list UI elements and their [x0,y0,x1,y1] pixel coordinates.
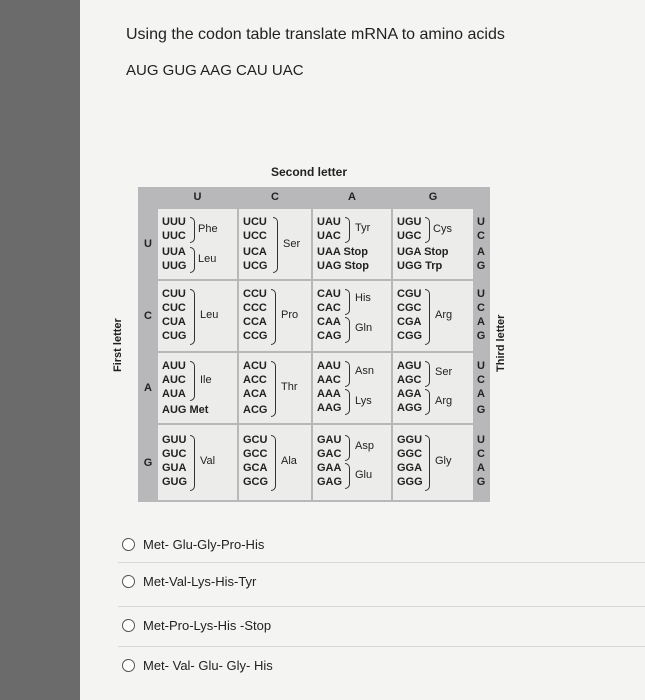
cell-ua [313,209,391,279]
row-header-a: A [144,382,152,394]
row-header-c: C [144,310,152,322]
option-label: Met- Val- Glu- Gly- His [143,657,273,673]
brace-icon [425,389,430,415]
codon: GGU [397,434,423,446]
brace-icon [345,463,350,489]
codon: AUA [162,388,186,400]
third-letter: A [477,462,485,474]
brace-icon [190,217,195,243]
amino-acid: Gln [355,322,373,334]
codon: GGG [397,476,423,488]
codon: UAG Stop [317,260,369,272]
brace-icon [425,435,430,491]
codon: AUC [162,374,186,386]
cell-ga [313,425,391,500]
amino-acid: Thr [281,381,298,393]
codon: GUU [162,434,187,446]
brace-icon [190,247,195,273]
cell-aa [313,353,391,423]
codon-table [138,187,490,502]
codon: UAA Stop [317,246,368,258]
codon: GCC [243,448,268,460]
cell-gu [158,425,237,500]
column-header-g: G [428,191,438,203]
row-header-g: G [143,456,153,469]
radio-button[interactable] [122,659,135,672]
codon: AGG [397,402,423,414]
third-letter: C [477,230,485,242]
codon: UCA [243,246,267,258]
amino-acid: Leu [198,253,217,265]
codon: UAC [317,230,341,242]
codon: CUA [162,316,186,328]
codon: CCU [243,288,267,300]
codon: UAU [317,216,341,228]
codon: GUA [162,462,187,474]
codon: UGU [397,216,422,228]
amino-acid: Ser [435,366,453,378]
cell-ca [313,281,391,351]
third-letter: U [477,360,485,372]
codon: CAU [317,288,341,300]
amino-acid: Ala [281,455,297,467]
codon: ACA [243,388,267,400]
amino-acid: Arg [435,395,453,407]
codon: UUC [162,230,186,242]
answer-option-3[interactable] [118,606,645,643]
codon: CGA [397,316,422,328]
third-letter: G [476,330,486,342]
cell-ag [393,353,473,423]
column-header-u: U [193,191,202,203]
amino-acid: Pro [281,309,299,321]
codon: AAC [317,374,341,386]
brace-icon [271,361,276,417]
column-header-a: A [348,191,356,203]
amino-acid: Leu [200,309,219,321]
brace-icon [273,217,278,273]
codon: ACG [243,404,268,416]
amino-acid: Val [200,455,216,467]
codon: GCA [243,462,268,474]
brace-icon [345,361,350,387]
codon: UUA [162,246,186,258]
amino-acid: Phe [198,223,218,235]
codon: AAA [317,388,341,400]
codon: CCG [243,330,268,342]
amino-acid: Asp [355,440,374,452]
codon: AGC [397,374,422,386]
codon: UCC [243,230,267,242]
codon: UUU [162,216,186,228]
codon: GAA [317,462,342,474]
answer-option-2[interactable] [118,562,645,599]
brace-icon [345,217,350,243]
cell-gg [393,425,473,500]
cell-uu [158,209,237,279]
codon: UUG [162,260,187,272]
third-letter: A [477,246,485,258]
codon: AGU [397,360,422,372]
codon: CAC [317,302,341,314]
amino-acid: Cys [433,223,452,235]
codon: CCC [243,302,267,314]
second-letter-label: Second letter [271,165,348,179]
brace-icon [271,289,276,345]
amino-acid: Arg [435,309,453,321]
cell-gc [239,425,311,500]
brace-icon [345,289,350,315]
codon: GAU [317,434,342,446]
third-letter: G [476,260,486,272]
codon: GUC [162,448,187,460]
brace-icon [345,389,350,415]
amino-acid: His [355,292,371,304]
codon: GAG [317,476,343,488]
third-letter: C [477,374,485,386]
codon: GCG [243,476,269,488]
codon: ACC [243,374,267,386]
codon: CUC [162,302,186,314]
third-letter: C [477,302,485,314]
amino-acid: Asn [355,365,374,377]
brace-icon [425,217,430,243]
amino-acid: Ile [200,374,212,386]
mrna-sequence: AUG GUG AAG CAU UAC [126,62,304,79]
codon: ACU [243,360,267,372]
brace-icon [345,435,350,461]
brace-icon [190,361,195,401]
codon: AAU [317,360,341,372]
third-letter: A [477,388,485,400]
option-label: Met-Val-Lys-His-Tyr [143,573,257,589]
brace-icon [190,289,195,345]
radio-button[interactable] [122,619,135,632]
answer-option-4[interactable] [118,646,645,683]
first-letter-label: First letter [112,318,124,372]
amino-acid: Gly [435,455,452,467]
column-header-c: C [271,191,279,203]
radio-button[interactable] [122,575,135,588]
codon: UGA Stop [397,246,449,258]
cell-ac [239,353,311,423]
brace-icon [271,435,276,491]
codon: CUU [162,288,186,300]
third-letter: U [477,434,485,446]
codon: AGA [397,388,422,400]
codon: UGG Trp [397,260,443,272]
cell-ug [393,209,473,279]
amino-acid: Tyr [355,222,371,234]
amino-acid: Lys [355,395,372,407]
codon: CAG [317,330,342,342]
codon: UCG [243,260,268,272]
codon: CUG [162,330,187,342]
codon: AUG Met [162,404,209,416]
codon: CGU [397,288,422,300]
amino-acid: Ser [283,238,301,250]
third-letter: U [477,288,485,300]
cell-uc [239,209,311,279]
codon: GUG [162,476,188,488]
codon: GAC [317,448,342,460]
cell-cu [158,281,237,351]
third-letter: G [476,404,486,416]
codon: UCU [243,216,267,228]
cell-au [158,353,237,423]
brace-icon [190,435,195,491]
codon: GCU [243,434,268,446]
question-text: Using the codon table translate mRNA to amino acids [126,26,505,43]
answer-option-1[interactable] [118,526,645,562]
cell-cg [393,281,473,351]
option-label: Met- Glu-Gly-Pro-His [143,536,265,552]
codon: GGC [397,448,423,460]
brace-icon [345,317,350,343]
third-letter: G [476,476,486,488]
codon: CCA [243,316,267,328]
cell-cc [239,281,311,351]
codon: UGC [397,230,422,242]
row-header-u: U [144,238,152,250]
brace-icon [425,361,430,387]
amino-acid: Glu [355,469,373,481]
third-letter: A [477,316,485,328]
radio-button[interactable] [122,538,135,551]
codon: GGA [397,462,423,474]
codon: AAG [317,402,342,414]
codon: CGG [397,330,423,342]
brace-icon [425,289,430,345]
option-label: Met-Pro-Lys-His -Stop [143,617,272,633]
codon: CAA [317,316,341,328]
third-letter-label: Third letter [495,314,507,372]
codon: CGC [397,302,422,314]
third-letter: U [477,216,485,228]
third-letter: C [477,448,485,460]
codon: AUU [162,360,186,372]
